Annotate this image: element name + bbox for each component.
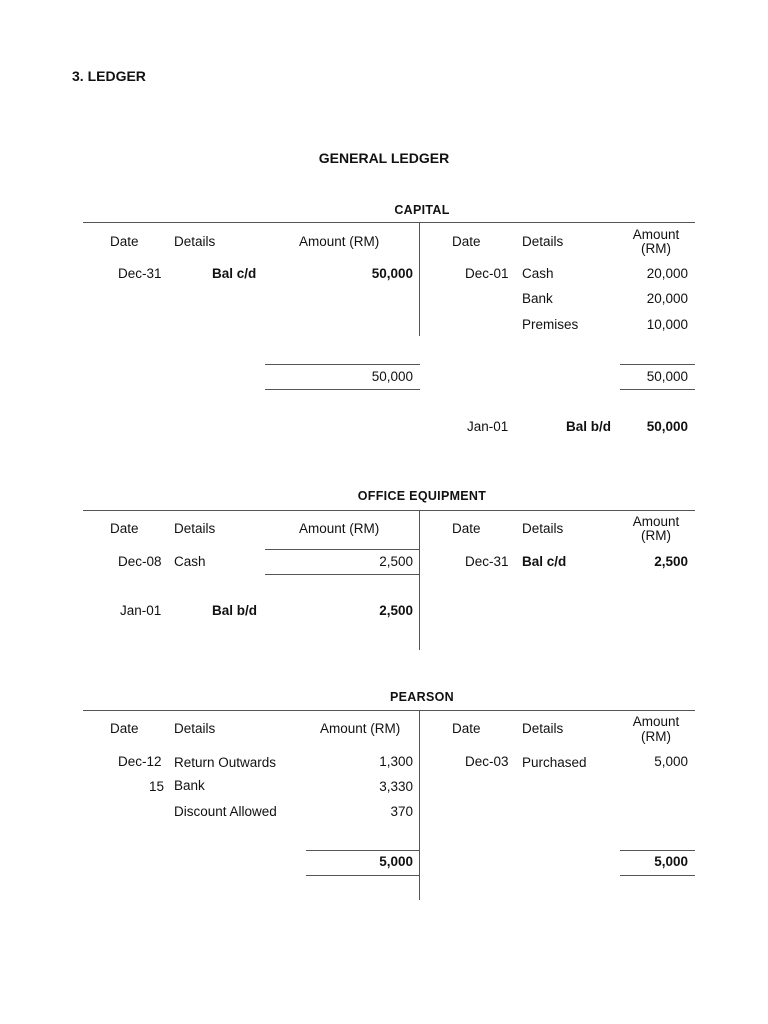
balance-bd-date: Jan-01 <box>120 603 162 618</box>
credit-details-header: Details <box>522 234 564 249</box>
balance-bd-date: Jan-01 <box>467 419 509 434</box>
balance-bd-details: Bal b/d <box>566 419 612 434</box>
t-account-top-rule <box>83 510 695 511</box>
total-rule-top <box>265 364 420 365</box>
credit-entry-amount: 10,000 <box>646 317 688 332</box>
debit-details-header: Details <box>174 721 216 736</box>
t-account-divider <box>419 510 420 650</box>
credit-date-header: Date <box>452 234 481 249</box>
credit-details-header: Details <box>522 521 564 536</box>
debit-entry-amount: 3,330 <box>379 779 413 794</box>
credit-amount-header-line2: (RM) <box>641 241 671 256</box>
total-rule-top <box>620 850 695 851</box>
debit-entry-details: Bank <box>174 778 205 793</box>
credit-total: 5,000 <box>654 854 688 869</box>
debit-entry-details: Cash <box>174 554 206 569</box>
t-account-divider <box>419 710 420 900</box>
total-rule-bottom <box>620 389 695 390</box>
debit-total: 50,000 <box>371 369 413 384</box>
debit-amount-header: Amount (RM) <box>299 234 380 249</box>
total-rule-top <box>306 850 420 851</box>
section-heading: 3. LEDGER <box>72 68 146 84</box>
t-account-divider <box>419 222 420 336</box>
credit-date-header: Date <box>452 721 481 736</box>
debit-date-header: Date <box>110 721 139 736</box>
debit-entry-details: Return Outwards <box>174 755 277 770</box>
credit-entry-details: Purchased <box>522 755 587 770</box>
credit-entry-amount: 5,000 <box>654 754 688 769</box>
credit-entry-details: Cash <box>522 266 554 281</box>
debit-date-header: Date <box>110 521 139 536</box>
credit-entry-details: Bank <box>522 291 553 306</box>
total-rule-bottom <box>306 875 420 876</box>
credit-entry-details: Premises <box>522 317 579 332</box>
debit-details-header: Details <box>174 234 216 249</box>
credit-amount-header-line1: Amount <box>632 514 680 529</box>
account-title: CAPITAL <box>394 203 450 217</box>
credit-date-header: Date <box>452 521 481 536</box>
debit-entry-amount: 2,500 <box>379 554 413 569</box>
debit-entry-date: 15 <box>148 779 164 794</box>
account-title: PEARSON <box>390 690 454 704</box>
credit-amount-header-line2: (RM) <box>641 528 671 543</box>
total-rule-bottom <box>620 875 695 876</box>
debit-entry-details: Discount Allowed <box>174 804 277 819</box>
debit-entry-details: Bal c/d <box>212 266 257 281</box>
credit-amount-header-line2: (RM) <box>641 729 671 744</box>
debit-entry-amount: 50,000 <box>371 266 413 281</box>
credit-entry-amount: 2,500 <box>654 554 688 569</box>
t-account-top-rule <box>83 710 695 711</box>
balance-bd-amount: 2,500 <box>379 603 413 618</box>
debit-amount-header: Amount (RM) <box>299 521 380 536</box>
debit-entry-date: Dec-12 <box>118 754 162 769</box>
total-rule-top <box>265 549 420 550</box>
debit-entry-date: Dec-08 <box>118 554 162 569</box>
credit-entry-amount: 20,000 <box>646 266 688 281</box>
debit-total: 5,000 <box>379 854 413 869</box>
credit-amount-header-line1: Amount <box>632 227 680 242</box>
credit-entry-date: Dec-31 <box>465 554 509 569</box>
total-rule-top <box>620 364 695 365</box>
credit-entry-date: Dec-01 <box>465 266 509 281</box>
credit-total: 50,000 <box>646 369 688 384</box>
debit-entry-amount: 1,300 <box>379 754 413 769</box>
account-title: OFFICE EQUIPMENT <box>357 489 487 503</box>
debit-amount-header: Amount (RM) <box>320 721 401 736</box>
credit-amount-header-line1: Amount <box>632 714 680 729</box>
credit-entry-details: Bal c/d <box>522 554 567 569</box>
debit-entry-date: Dec-31 <box>118 266 162 281</box>
balance-bd-amount: 50,000 <box>646 419 688 434</box>
debit-date-header: Date <box>110 234 139 249</box>
balance-bd-details: Bal b/d <box>212 603 258 618</box>
document-title: GENERAL LEDGER <box>318 150 450 166</box>
debit-details-header: Details <box>174 521 216 536</box>
total-rule-bottom <box>265 574 420 575</box>
debit-entry-amount: 370 <box>390 804 413 819</box>
credit-details-header: Details <box>522 721 564 736</box>
t-account-top-rule <box>83 222 695 223</box>
credit-entry-amount: 20,000 <box>646 291 688 306</box>
credit-entry-date: Dec-03 <box>465 754 509 769</box>
total-rule-bottom <box>265 389 420 390</box>
